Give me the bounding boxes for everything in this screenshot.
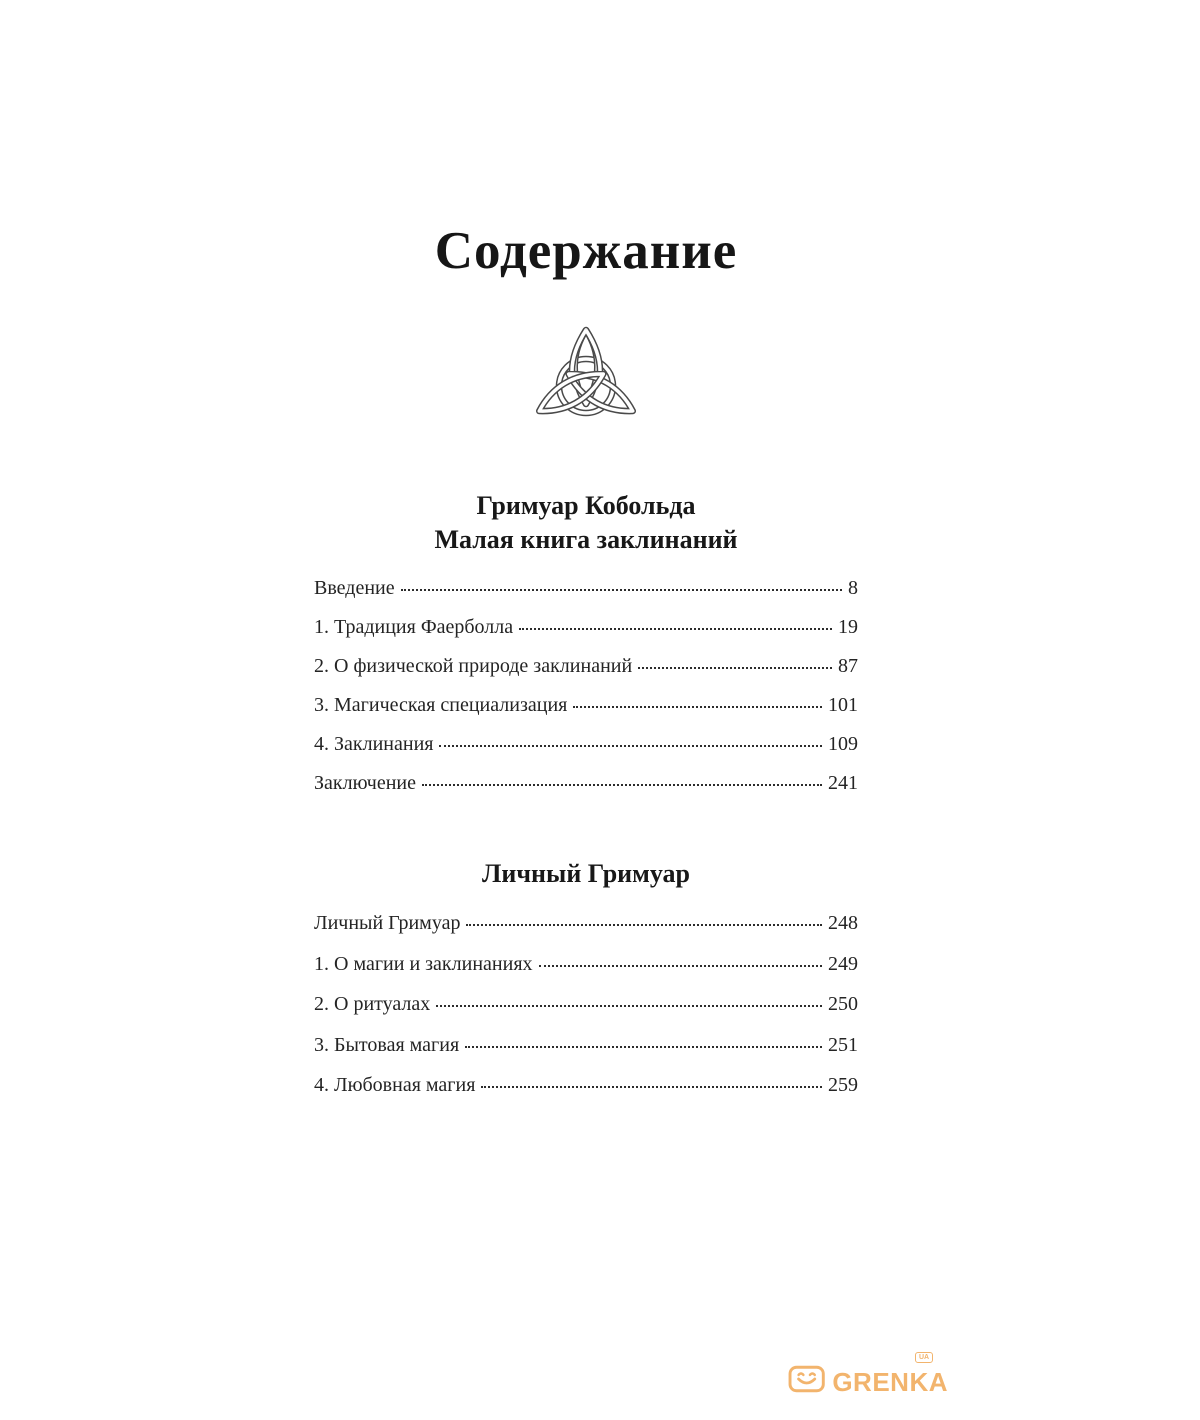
- toc-entry-row: [314, 647, 858, 686]
- toc-entry-row: [314, 984, 858, 1025]
- toc-list-section-1: [314, 569, 858, 803]
- toc-entry-row: [314, 608, 858, 647]
- toc-entry-page-number: 249: [828, 952, 858, 975]
- toc-entry-label: Введение: [314, 577, 395, 599]
- toc-entry-page-number: 259: [828, 1074, 858, 1096]
- triquetra-knot-ornament: [525, 326, 647, 434]
- toc-entry-label: 3. Бытовая магия: [314, 1033, 460, 1056]
- toc-list-section-2: [314, 903, 858, 1106]
- section-heading-grimuar-kobolda: [314, 489, 858, 557]
- grenka-watermark-logo: [788, 1350, 948, 1398]
- toc-entry-label: 3. Магическая специализация: [314, 694, 568, 716]
- dot-leader: [638, 667, 832, 669]
- toc-entry-label: 1. Традиция Фаерболла: [314, 616, 514, 638]
- dot-leader: [466, 924, 822, 926]
- grenka-brand-text: GRENKA: [832, 1367, 948, 1397]
- toc-entry-label: 2. О ритуалах: [314, 993, 431, 1015]
- dot-leader: [481, 1086, 822, 1088]
- toc-entry-row: [314, 903, 858, 944]
- toc-entry-row: [314, 569, 858, 608]
- toc-entry-page-number: 87: [838, 655, 858, 677]
- ornament-wrap: [314, 326, 858, 439]
- toc-entry-page-number: 8: [848, 577, 858, 599]
- toc-entry-page-number: 109: [828, 733, 858, 755]
- toc-entry-label: Личный Гримуар: [314, 912, 461, 934]
- toc-entry-page-number: 250: [828, 993, 858, 1015]
- toc-entry-row: [314, 725, 858, 764]
- toc-page: [314, 220, 858, 1106]
- toc-entry-row: [314, 1065, 858, 1106]
- toc-entry-page-number: 251: [828, 1033, 858, 1056]
- toc-entry-label: 2. О физической природе заклинаний: [314, 655, 633, 677]
- dot-leader: [573, 706, 822, 708]
- dot-leader: [519, 628, 832, 630]
- toc-entry-row: [314, 1025, 858, 1066]
- toc-entry-row: [314, 686, 858, 725]
- heading-line: Гримуар Кобольда: [476, 491, 696, 520]
- toast-smiley-icon: [788, 1362, 825, 1396]
- toc-entry-label: 1. О магии и заклинаниях: [314, 952, 533, 975]
- toc-entry-page-number: 19: [838, 616, 858, 638]
- dot-leader: [465, 1046, 822, 1048]
- heading-line: Личный Гримуар: [482, 859, 690, 888]
- toc-entry-label: 4. Заклинания: [314, 733, 434, 755]
- dot-leader: [439, 745, 822, 747]
- toc-entry-row: [314, 944, 858, 985]
- toc-entry-page-number: 248: [828, 912, 858, 934]
- toc-entry-label: 4. Любовная магия: [314, 1074, 476, 1096]
- toc-entry-page-number: 241: [828, 772, 858, 794]
- heading-line: Малая книга заклинаний: [434, 525, 738, 554]
- toc-entry-page-number: 101: [828, 694, 858, 716]
- toc-entry-row: [314, 764, 858, 803]
- dot-leader: [539, 965, 822, 967]
- section-heading-lichny-grimuar: [314, 857, 858, 891]
- dot-leader: [436, 1005, 822, 1007]
- grenka-ua-badge: UA: [915, 1352, 933, 1363]
- page-title: Содержание: [434, 222, 738, 280]
- dot-leader: [422, 784, 822, 786]
- toc-entry-label: Заключение: [314, 772, 416, 794]
- dot-leader: [401, 589, 842, 591]
